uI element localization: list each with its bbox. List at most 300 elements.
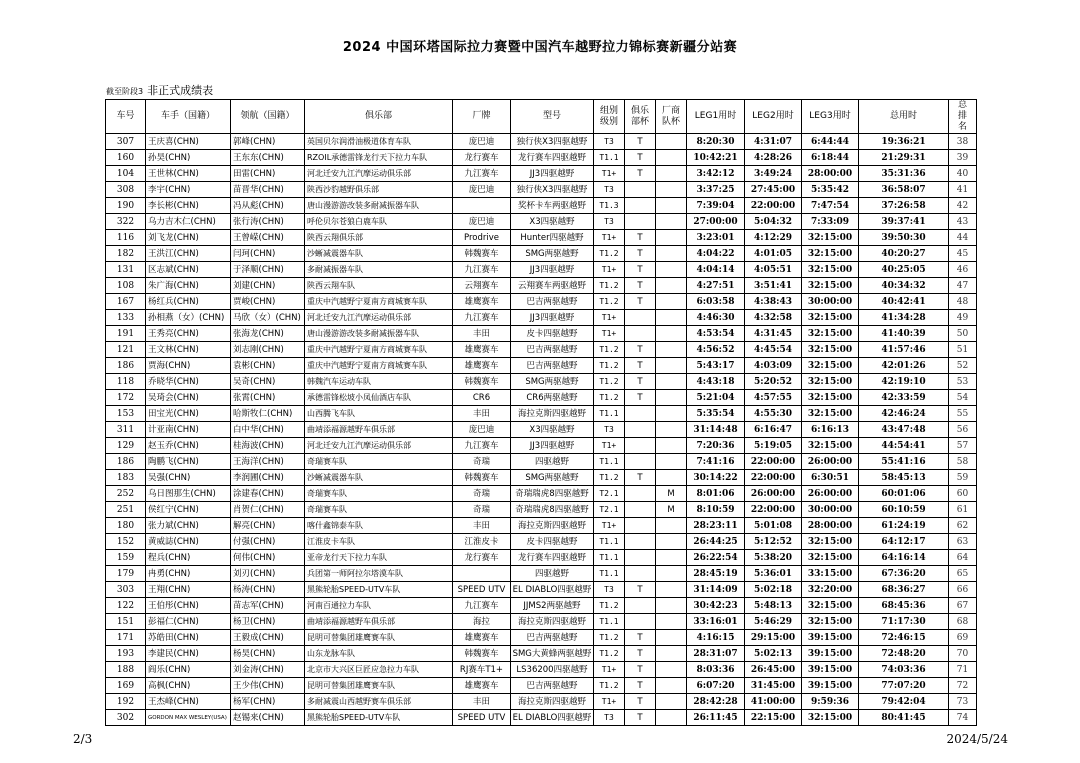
table-row — [106, 390, 977, 406]
leg2-cell: 5:38:20 — [745, 550, 802, 566]
leg1-cell: 28:42:28 — [687, 694, 745, 710]
brand-cell: 丰田 — [453, 406, 511, 422]
header-driver: 车手（国籍） — [146, 100, 231, 134]
leg3-cell: 28:00:00 — [802, 518, 859, 534]
table-row — [106, 694, 977, 710]
rank-cell: 45 — [949, 246, 977, 262]
table-row — [106, 230, 977, 246]
club-cell: RZOIL承德雷锋龙行天下拉力车队 — [305, 150, 453, 166]
driver-cell: 吴琦会(CHN) — [146, 390, 231, 406]
group-cell: T1+ — [594, 694, 625, 710]
brand-cell: 奇瑞 — [453, 502, 511, 518]
club-cup-cell — [625, 614, 656, 630]
header-codriver: 领航（国籍） — [231, 100, 305, 134]
codriver-cell: 袁彬(CHN) — [231, 358, 305, 374]
club-cell: 唐山漫游游改装多耐减振器车队 — [305, 198, 453, 214]
brand-cell: 雄鹰赛车 — [453, 678, 511, 694]
brand-cell: 龙行赛车 — [453, 550, 511, 566]
leg3-cell: 32:15:00 — [802, 438, 859, 454]
leg2-cell: 4:05:51 — [745, 262, 802, 278]
table-row — [106, 182, 977, 198]
print-date: 2024/5/24 — [946, 732, 1008, 746]
total-cell: 60:01:06 — [859, 486, 949, 502]
model-cell: 巴吉两驱越野 — [511, 342, 594, 358]
brand-cell: 韩魏赛车 — [453, 374, 511, 390]
brand-cell: 韩魏赛车 — [453, 470, 511, 486]
rank-cell: 47 — [949, 278, 977, 294]
club-cup-cell — [625, 502, 656, 518]
car-number-cell: 252 — [106, 486, 146, 502]
model-cell: 海拉克斯四驱越野 — [511, 694, 594, 710]
codriver-cell: 闫珂(CHN) — [231, 246, 305, 262]
table-row — [106, 566, 977, 582]
table-row — [106, 582, 977, 598]
leg1-cell: 7:41:16 — [687, 454, 745, 470]
club-cup-cell — [625, 422, 656, 438]
leg1-cell: 31:14:48 — [687, 422, 745, 438]
leg2-cell: 27:45:00 — [745, 182, 802, 198]
model-cell: 奇瑞瑞虎8四驱越野 — [511, 502, 594, 518]
leg2-cell: 5:04:32 — [745, 214, 802, 230]
group-cell: T1.1 — [594, 566, 625, 582]
table-row — [106, 454, 977, 470]
brand-cell: 雄鹰赛车 — [453, 630, 511, 646]
group-cell: T1.2 — [594, 358, 625, 374]
table-row — [106, 678, 977, 694]
club-cell: 多耐减震山西越野赛车俱乐部 — [305, 694, 453, 710]
club-cell: 奇瑞赛车队 — [305, 502, 453, 518]
leg1-cell: 8:03:36 — [687, 662, 745, 678]
leg2-cell: 4:55:30 — [745, 406, 802, 422]
leg3-cell: 32:15:00 — [802, 598, 859, 614]
team-cup-cell — [656, 342, 687, 358]
header-leg2: LEG2用时 — [745, 100, 802, 134]
brand-cell: 庞巴迪 — [453, 134, 511, 150]
club-cup-cell: T — [625, 230, 656, 246]
leg1-cell: 4:04:14 — [687, 262, 745, 278]
driver-cell: 程兵(CHN) — [146, 550, 231, 566]
rank-cell: 60 — [949, 486, 977, 502]
club-cup-cell — [625, 534, 656, 550]
driver-cell: 王伯彤(CHN) — [146, 598, 231, 614]
group-cell: T3 — [594, 582, 625, 598]
leg1-cell: 26:44:25 — [687, 534, 745, 550]
leg3-cell: 32:15:00 — [802, 534, 859, 550]
model-cell: SMG两驱越野 — [511, 470, 594, 486]
leg3-cell: 30:00:00 — [802, 502, 859, 518]
leg3-cell: 32:15:00 — [802, 374, 859, 390]
brand-cell: 海拉 — [453, 614, 511, 630]
team-cup-cell — [656, 294, 687, 310]
club-cup-cell: T — [625, 342, 656, 358]
team-cup-cell — [656, 278, 687, 294]
total-cell: 58:45:13 — [859, 470, 949, 486]
leg3-cell: 7:47:54 — [802, 198, 859, 214]
rank-cell: 56 — [949, 422, 977, 438]
table-row — [106, 262, 977, 278]
car-number-cell: 191 — [106, 326, 146, 342]
club-cell: 昆明可替集团雄鹰赛车队 — [305, 630, 453, 646]
club-cell: 重庆中汽越野宁夏南方商城赛车队 — [305, 342, 453, 358]
codriver-cell: 田雷(CHN) — [231, 166, 305, 182]
brand-cell: 九江赛车 — [453, 438, 511, 454]
table-row — [106, 406, 977, 422]
club-cell: 呼伦贝尔苍狼白鹿车队 — [305, 214, 453, 230]
total-cell: 72:48:20 — [859, 646, 949, 662]
codriver-cell: 郭峰(CHN) — [231, 134, 305, 150]
brand-cell: 庞巴迪 — [453, 422, 511, 438]
club-cell: 承德雷锋松坡小凤仙酒店车队 — [305, 390, 453, 406]
team-cup-cell: M — [656, 502, 687, 518]
leg1-cell: 8:01:06 — [687, 486, 745, 502]
table-row — [106, 278, 977, 294]
car-number-cell: 151 — [106, 614, 146, 630]
rank-cell: 63 — [949, 534, 977, 550]
rank-cell: 62 — [949, 518, 977, 534]
codriver-cell: 于泽顺(CHN) — [231, 262, 305, 278]
driver-cell: 刘飞龙(CHN) — [146, 230, 231, 246]
leg3-cell: 32:20:00 — [802, 582, 859, 598]
model-cell: 海拉克斯四驱越野 — [511, 406, 594, 422]
brand-cell: 丰田 — [453, 518, 511, 534]
brand-cell: 龙行赛车 — [453, 150, 511, 166]
table-row — [106, 422, 977, 438]
club-cell: 沙蜥减震器车队 — [305, 246, 453, 262]
car-number-cell: 167 — [106, 294, 146, 310]
rank-cell: 52 — [949, 358, 977, 374]
team-cup-cell — [656, 422, 687, 438]
driver-cell: 李宇(CHN) — [146, 182, 231, 198]
club-cell: 兵团第一师阿拉尔塔漠车队 — [305, 566, 453, 582]
club-cup-cell: T — [625, 358, 656, 374]
club-cup-cell: T — [625, 390, 656, 406]
leg2-cell: 5:46:29 — [745, 614, 802, 630]
table-row — [106, 598, 977, 614]
leg2-cell: 4:03:09 — [745, 358, 802, 374]
total-cell: 61:24:19 — [859, 518, 949, 534]
table-row — [106, 342, 977, 358]
rank-cell: 57 — [949, 438, 977, 454]
stage-label: 截至阶段3 — [106, 87, 144, 96]
rank-cell: 53 — [949, 374, 977, 390]
team-cup-cell — [656, 582, 687, 598]
driver-cell: 吴强(CHN) — [146, 470, 231, 486]
model-cell: 海拉克斯四驱越野 — [511, 518, 594, 534]
rank-cell: 44 — [949, 230, 977, 246]
model-cell: SMG两驱越野 — [511, 246, 594, 262]
table-row — [106, 326, 977, 342]
brand-cell — [453, 566, 511, 582]
leg2-cell: 5:20:52 — [745, 374, 802, 390]
group-cell: T2.1 — [594, 502, 625, 518]
leg3-cell: 7:33:09 — [802, 214, 859, 230]
leg2-cell: 22:15:00 — [745, 710, 802, 726]
club-cup-cell: T — [625, 374, 656, 390]
brand-cell: 雄鹰赛车 — [453, 342, 511, 358]
table-row — [106, 614, 977, 630]
car-number-cell: 190 — [106, 198, 146, 214]
car-number-cell: 251 — [106, 502, 146, 518]
team-cup-cell — [656, 710, 687, 726]
club-cell: 奇瑞赛车队 — [305, 454, 453, 470]
total-cell: 55:41:16 — [859, 454, 949, 470]
group-cell: T1.2 — [594, 246, 625, 262]
leg1-cell: 4:43:18 — [687, 374, 745, 390]
team-cup-cell — [656, 454, 687, 470]
rank-cell: 40 — [949, 166, 977, 182]
brand-cell: SPEED UTV — [453, 582, 511, 598]
codriver-cell: 哈斯牧仁(CHN) — [231, 406, 305, 422]
team-cup-cell — [656, 310, 687, 326]
driver-cell: 侯红宁(CHN) — [146, 502, 231, 518]
total-cell: 72:46:15 — [859, 630, 949, 646]
leg2-cell: 5:02:13 — [745, 646, 802, 662]
team-cup-cell — [656, 390, 687, 406]
leg2-cell: 5:01:08 — [745, 518, 802, 534]
total-cell: 64:16:14 — [859, 550, 949, 566]
team-cup-cell — [656, 374, 687, 390]
club-cup-cell: T — [625, 246, 656, 262]
leg1-cell: 3:42:12 — [687, 166, 745, 182]
model-cell: EL DIABLO四驱越野 — [511, 710, 594, 726]
total-cell: 21:29:31 — [859, 150, 949, 166]
table-row — [106, 150, 977, 166]
model-cell: 巴吉两驱越野 — [511, 630, 594, 646]
car-number-cell: 129 — [106, 438, 146, 454]
leg1-cell: 31:14:09 — [687, 582, 745, 598]
club-cell: 曲靖添福源越野车俱乐部 — [305, 422, 453, 438]
leg3-cell: 6:18:44 — [802, 150, 859, 166]
codriver-cell: 苗晋华(CHN) — [231, 182, 305, 198]
club-cell: 喀什鑫锦泰车队 — [305, 518, 453, 534]
table-row — [106, 438, 977, 454]
leg1-cell: 5:35:54 — [687, 406, 745, 422]
model-cell: 四驱越野 — [511, 454, 594, 470]
total-cell: 64:12:17 — [859, 534, 949, 550]
driver-cell: 朱广海(CHN) — [146, 278, 231, 294]
rank-cell: 68 — [949, 614, 977, 630]
rank-cell: 74 — [949, 710, 977, 726]
group-cell: T1.2 — [594, 278, 625, 294]
leg2-cell: 3:51:41 — [745, 278, 802, 294]
leg1-cell: 28:31:07 — [687, 646, 745, 662]
model-cell: EL DIABLO四驱越野 — [511, 582, 594, 598]
club-cell: 曲靖添福源越野车俱乐部 — [305, 614, 453, 630]
leg1-cell: 7:39:04 — [687, 198, 745, 214]
driver-cell: 王杰峰(CHN) — [146, 694, 231, 710]
club-cup-cell — [625, 438, 656, 454]
driver-cell: 孙相燕（女）(CHN) — [146, 310, 231, 326]
car-number-cell: 122 — [106, 598, 146, 614]
car-number-cell: 182 — [106, 246, 146, 262]
brand-cell: 奇瑞 — [453, 486, 511, 502]
rank-cell: 41 — [949, 182, 977, 198]
leg3-cell: 32:15:00 — [802, 262, 859, 278]
leg1-cell: 3:37:25 — [687, 182, 745, 198]
brand-cell: 九江赛车 — [453, 166, 511, 182]
leg3-cell: 32:15:00 — [802, 406, 859, 422]
club-cup-cell — [625, 406, 656, 422]
codriver-cell: 李润圃(CHN) — [231, 470, 305, 486]
rank-cell: 66 — [949, 582, 977, 598]
total-cell: 67:36:20 — [859, 566, 949, 582]
table-row — [106, 214, 977, 230]
page-number: 2/3 — [73, 732, 93, 746]
brand-cell: 九江赛车 — [453, 310, 511, 326]
club-cup-cell: T — [625, 582, 656, 598]
group-cell: T1.2 — [594, 598, 625, 614]
leg3-cell: 32:15:00 — [802, 358, 859, 374]
team-cup-cell — [656, 214, 687, 230]
codriver-cell: 肖贺仁(CHN) — [231, 502, 305, 518]
rank-cell: 48 — [949, 294, 977, 310]
total-cell: 41:40:39 — [859, 326, 949, 342]
total-cell: 80:41:45 — [859, 710, 949, 726]
car-number-cell: 172 — [106, 390, 146, 406]
leg1-cell: 6:03:58 — [687, 294, 745, 310]
leg1-cell: 33:16:01 — [687, 614, 745, 630]
rank-cell: 72 — [949, 678, 977, 694]
group-cell: T1+ — [594, 518, 625, 534]
driver-cell: 陶鹏飞(CHN) — [146, 454, 231, 470]
model-cell: 皮卡四驱越野 — [511, 326, 594, 342]
header-car-no: 车号 — [106, 100, 146, 134]
club-cell: 重庆中汽越野宁夏南方商城赛车队 — [305, 294, 453, 310]
leg3-cell: 32:15:00 — [802, 614, 859, 630]
group-cell: T1.1 — [594, 150, 625, 166]
club-cup-cell: T — [625, 150, 656, 166]
table-row — [106, 294, 977, 310]
team-cup-cell — [656, 614, 687, 630]
rank-cell: 65 — [949, 566, 977, 582]
leg1-cell: 27:00:00 — [687, 214, 745, 230]
leg2-cell: 41:00:00 — [745, 694, 802, 710]
model-cell: JJ3四驱越野 — [511, 166, 594, 182]
leg3-cell: 33:15:00 — [802, 566, 859, 582]
results-rows — [106, 134, 977, 726]
codriver-cell: 贾峻(CHN) — [231, 294, 305, 310]
codriver-cell: 白中华(CHN) — [231, 422, 305, 438]
model-cell: 龙行赛车四驱越野 — [511, 150, 594, 166]
team-cup-cell — [656, 134, 687, 150]
table-row — [106, 310, 977, 326]
club-cup-cell: T — [625, 646, 656, 662]
team-cup-cell — [656, 262, 687, 278]
group-cell: T1.1 — [594, 550, 625, 566]
header-club-cup-text: 俱乐部杯 — [630, 105, 649, 127]
model-cell: CR6两驱越野 — [511, 390, 594, 406]
table-row — [106, 246, 977, 262]
driver-cell: 计亚南(CHN) — [146, 422, 231, 438]
driver-cell: 李长彬(CHN) — [146, 198, 231, 214]
rank-cell: 70 — [949, 646, 977, 662]
car-number-cell: 159 — [106, 550, 146, 566]
table-row — [106, 374, 977, 390]
model-cell: JJ3四驱越野 — [511, 438, 594, 454]
leg2-cell: 4:31:07 — [745, 134, 802, 150]
driver-cell: 田宝光(CHN) — [146, 406, 231, 422]
total-cell: 42:01:26 — [859, 358, 949, 374]
codriver-cell: 王毅成(CHN) — [231, 630, 305, 646]
codriver-cell: 杨卫(CHN) — [231, 614, 305, 630]
driver-cell: 高枫(CHN) — [146, 678, 231, 694]
team-cup-cell — [656, 198, 687, 214]
team-cup-cell — [656, 182, 687, 198]
group-cell: T1.1 — [594, 406, 625, 422]
rank-cell: 61 — [949, 502, 977, 518]
car-number-cell: 183 — [106, 470, 146, 486]
car-number-cell: 302 — [106, 710, 146, 726]
leg2-cell: 5:02:18 — [745, 582, 802, 598]
total-cell: 77:07:20 — [859, 678, 949, 694]
brand-cell: 奇瑞 — [453, 454, 511, 470]
car-number-cell: 193 — [106, 646, 146, 662]
leg2-cell: 4:32:58 — [745, 310, 802, 326]
driver-cell: 区志斌(CHN) — [146, 262, 231, 278]
club-cup-cell — [625, 550, 656, 566]
group-cell: T1+ — [594, 662, 625, 678]
team-cup-cell — [656, 230, 687, 246]
codriver-cell: 解亮(CHN) — [231, 518, 305, 534]
car-number-cell: 169 — [106, 678, 146, 694]
car-number-cell: 153 — [106, 406, 146, 422]
team-cup-cell — [656, 550, 687, 566]
leg3-cell: 6:30:51 — [802, 470, 859, 486]
group-cell: T1.1 — [594, 534, 625, 550]
driver-cell: 乌力吉木仁(CHN) — [146, 214, 231, 230]
header-group — [594, 100, 625, 134]
club-cell: 重庆中汽越野宁夏南方商城赛车队 — [305, 358, 453, 374]
page-title: 2024 中国环塔国际拉力赛暨中国汽车越野拉力锦标赛新疆分站赛 — [342, 40, 738, 55]
leg1-cell: 4:56:52 — [687, 342, 745, 358]
club-cup-cell: T — [625, 278, 656, 294]
club-cup-cell — [625, 454, 656, 470]
club-cell: 唐山漫游游改装多耐减振器车队 — [305, 326, 453, 342]
leg3-cell: 32:15:00 — [802, 246, 859, 262]
results-subtitle — [106, 82, 213, 98]
leg1-cell: 28:23:11 — [687, 518, 745, 534]
car-number-cell: 186 — [106, 358, 146, 374]
driver-cell: 王翔(CHN) — [146, 582, 231, 598]
group-cell: T3 — [594, 134, 625, 150]
leg3-cell: 32:15:00 — [802, 230, 859, 246]
codriver-cell: 何伟(CHN) — [231, 550, 305, 566]
leg2-cell: 29:15:00 — [745, 630, 802, 646]
model-cell: LS36200四驱越野 — [511, 662, 594, 678]
total-cell: 41:34:28 — [859, 310, 949, 326]
header-rank-text: 总排名 — [957, 100, 967, 132]
rank-cell: 43 — [949, 214, 977, 230]
brand-cell: 庞巴迪 — [453, 214, 511, 230]
club-cup-cell — [625, 214, 656, 230]
car-number-cell: 322 — [106, 214, 146, 230]
total-cell: 42:33:59 — [859, 390, 949, 406]
group-cell: T1.2 — [594, 374, 625, 390]
codriver-cell: 张霄(CHN) — [231, 390, 305, 406]
driver-cell: 黄威誌(CHN) — [146, 534, 231, 550]
rank-cell: 51 — [949, 342, 977, 358]
table-row — [106, 358, 977, 374]
leg1-cell: 8:10:59 — [687, 502, 745, 518]
codriver-cell: 杨涛(CHN) — [231, 582, 305, 598]
leg3-cell: 6:16:13 — [802, 422, 859, 438]
table-row — [106, 502, 977, 518]
rank-cell: 49 — [949, 310, 977, 326]
car-number-cell: 308 — [106, 182, 146, 198]
team-cup-cell — [656, 150, 687, 166]
team-cup-cell — [656, 246, 687, 262]
group-cell: T1.2 — [594, 678, 625, 694]
